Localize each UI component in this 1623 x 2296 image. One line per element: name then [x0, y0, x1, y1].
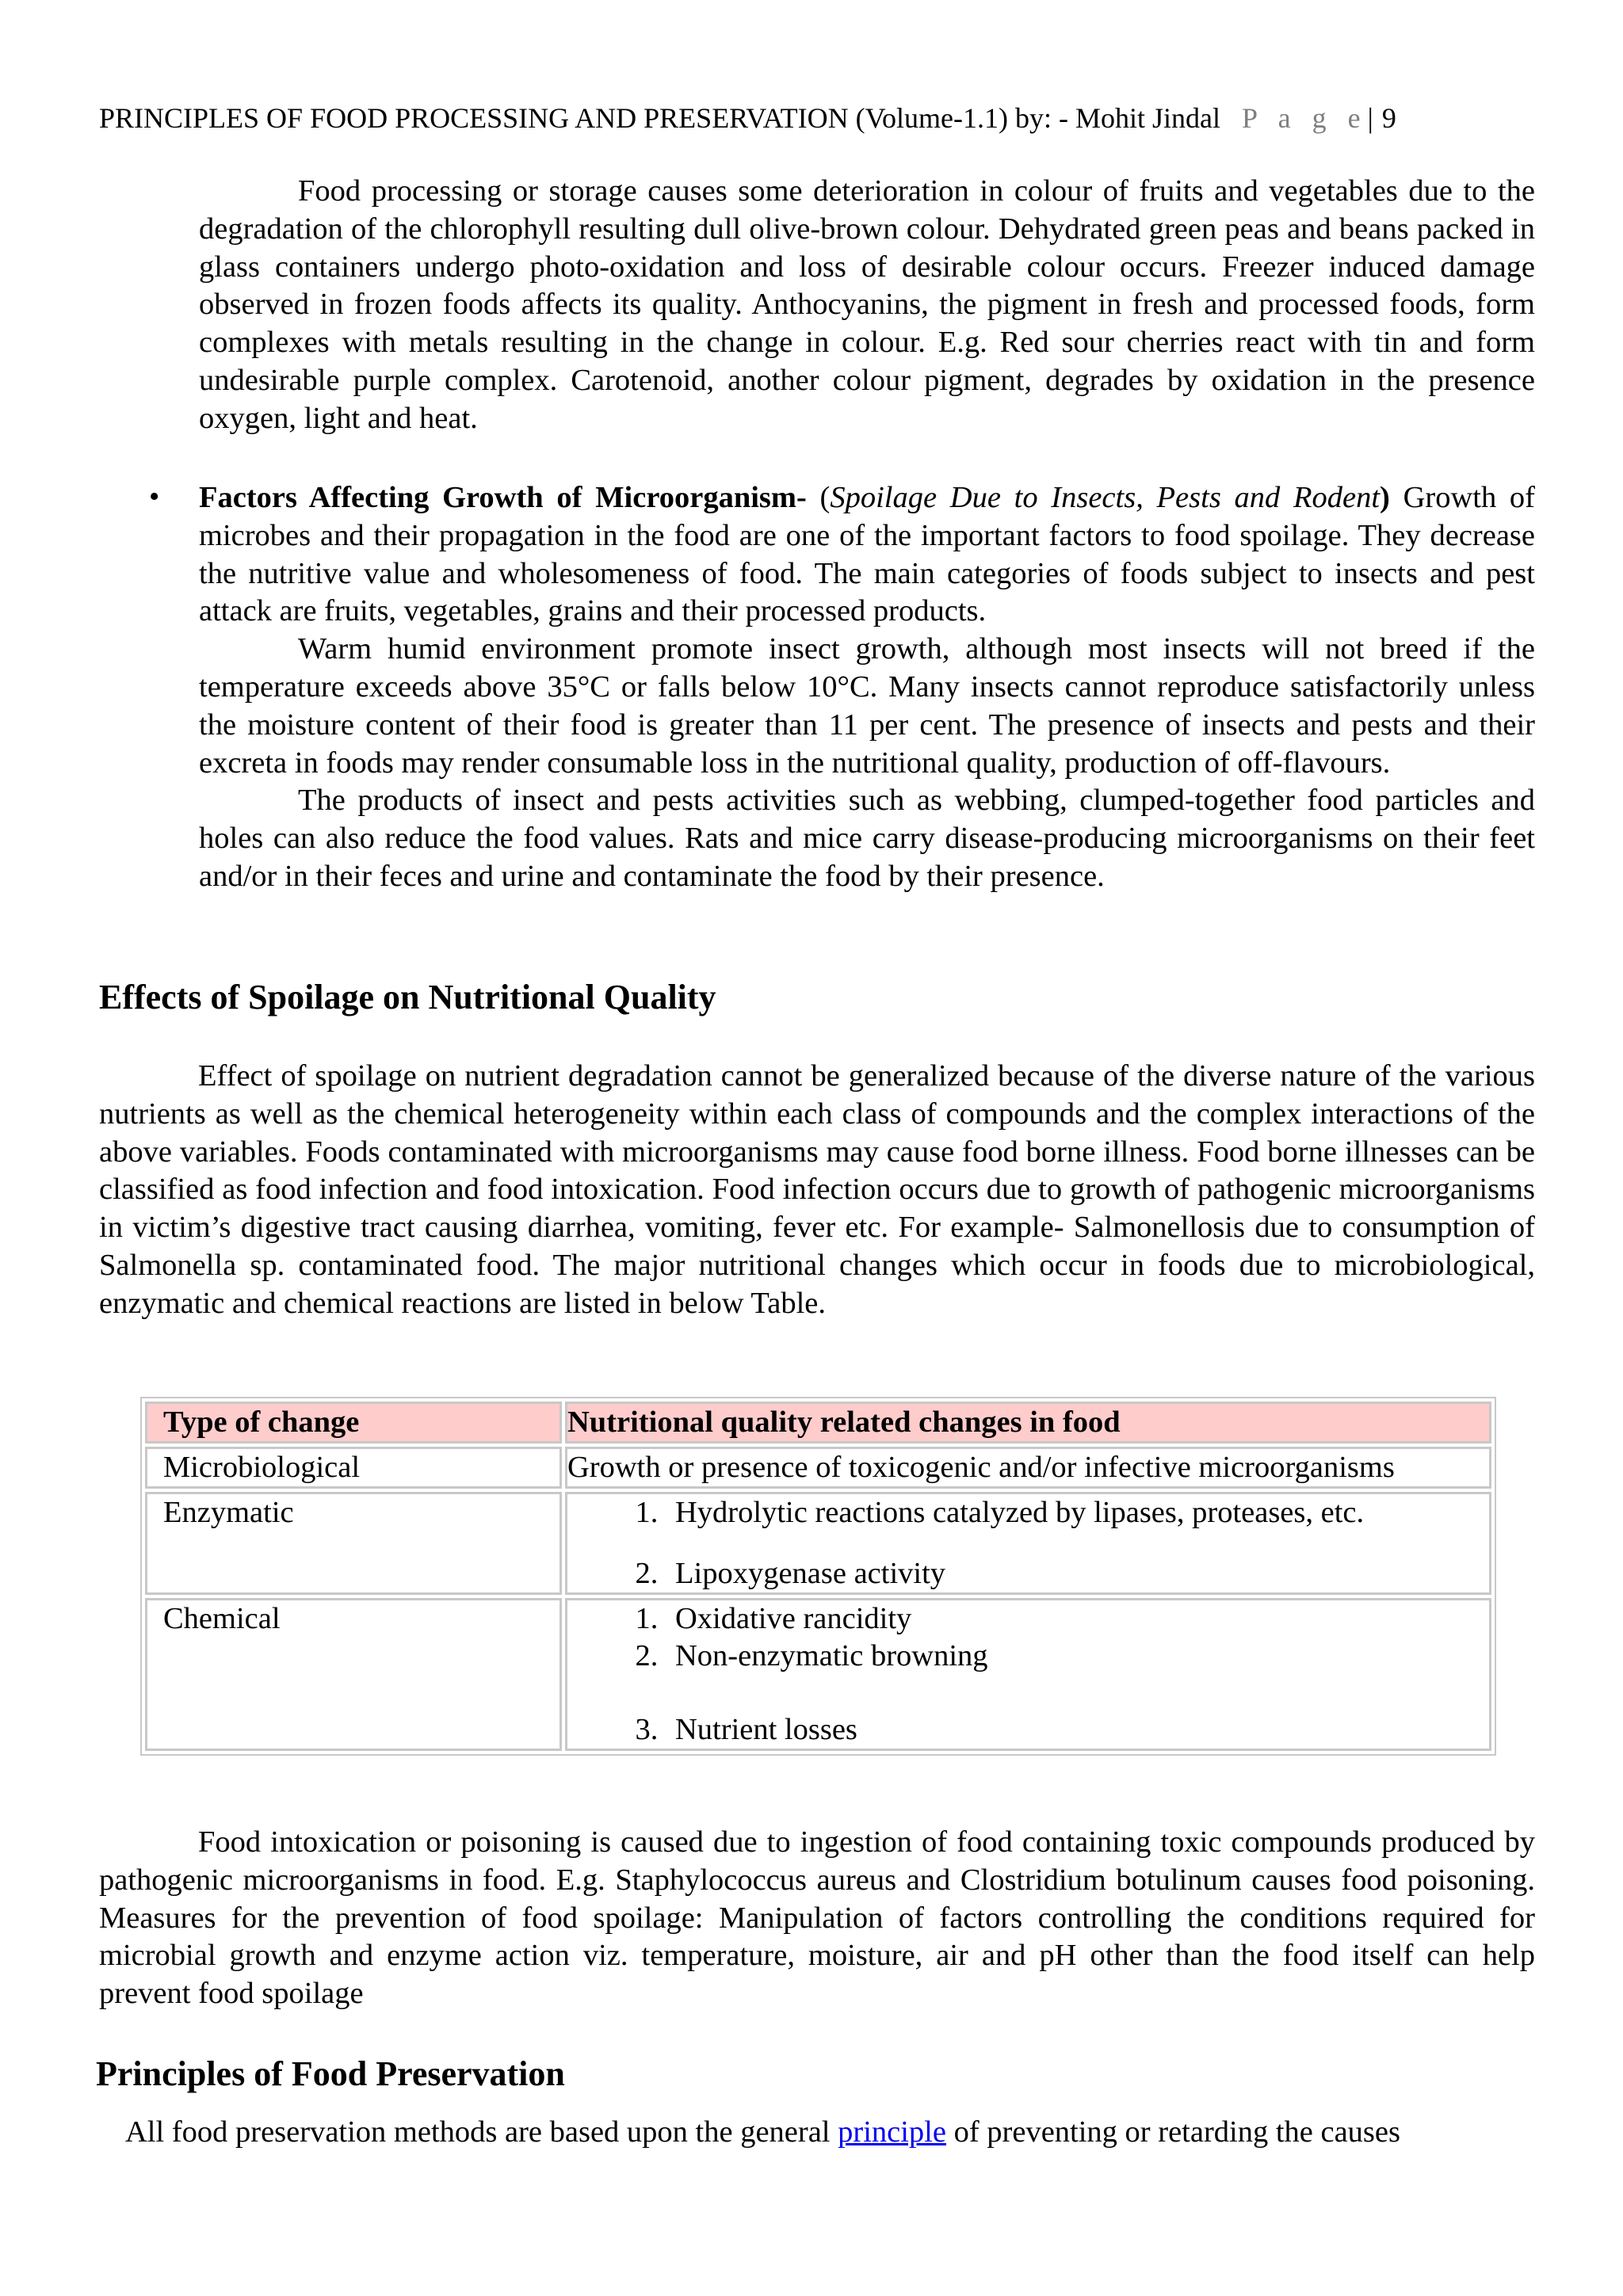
bullet-title: Factors Affecting Growth of Microorganism- — [199, 481, 807, 514]
list-item: 1. Oxidative rancidity — [666, 1600, 1473, 1638]
paragraph-preservation — [125, 2114, 1400, 2152]
preservation-text-start: All food preservation methods are based upon the general — [125, 2115, 838, 2149]
bullet-item-microorganism — [199, 479, 1535, 896]
header-title: PRINCIPLES OF FOOD PROCESSING AND PRESERVATION (Volume-1.1) by: - Mohit Jindal — [99, 102, 1220, 134]
table-cell-change: Growth or presence of toxicogenic and/or infective microorganisms — [565, 1447, 1491, 1489]
bullet-icon: • — [149, 480, 160, 513]
bullet-text: Growth of microbes and their propagation in the food are one of the important factors to food spoilage. They decrease the nutritive value and wholesomeness of food. The main categories of foods subject to insects and pest attack are fruits, vegetables, grains and their processed products. — [199, 481, 1535, 628]
list-item: 3. Nutrient losses — [666, 1711, 1473, 1749]
list-item: 1. Hydrolytic reactions catalyzed by lipases, proteases, etc. — [666, 1494, 1473, 1531]
table-cell-type: Enzymatic — [145, 1492, 562, 1595]
section-heading-spoilage-effects: Effects of Spoilage on Nutritional Quality — [99, 978, 716, 1016]
page-separator: | — [1367, 102, 1373, 134]
table-row — [145, 1447, 1491, 1489]
table-cell-change — [565, 1492, 1491, 1595]
principle-link[interactable]: principle — [838, 2115, 946, 2149]
bullet-paragraph — [199, 479, 1535, 631]
paren-close: ) — [1380, 481, 1390, 514]
table-header-changes: Nutritional quality related changes in food — [565, 1402, 1491, 1444]
paragraph-colour-deterioration: Food processing or storage causes some deterioration in colour of fruits and vegetables due to the degradation of the chlorophyll resulting dull olive-brown colour. Dehydrated green peas and beans packed in glass containers undergo photo-oxidation and loss of desirable colour occurs. Freezer induced damage observed in frozen foods affects its quality. Anthocyanins, the pigment in fresh and processed foods, form complexes with metals resulting in the change in colour. E.g. Red sour cherries react with tin and form undesirable purple complex. Carotenoid, another colour pigment, degrades by oxidation in the presence oxygen, light and heat. — [199, 174, 1535, 435]
preservation-text-end: of preventing or retarding the causes — [945, 2115, 1400, 2149]
table-header-type: Type of change — [145, 1402, 562, 1444]
table-cell-type: Chemical — [145, 1598, 562, 1751]
table-row — [145, 1492, 1491, 1595]
list-item: 2. Lipoxygenase activity — [666, 1555, 1473, 1592]
table-row — [145, 1598, 1491, 1751]
page-number: 9 — [1381, 102, 1396, 134]
paragraph-food-intoxication: Food intoxication or poisoning is caused due to ingestion of food containing toxic compounds produced by pathogenic microorganisms in food. E.g. Staphylococcus aureus and Clostridium botulinum causes food poisoning. Measures for the prevention of food spoilage: Manipulation of factors controlling the conditions required for microbial growth and enzyme action viz. temperature, moisture, air and pH other than the food itself can help prevent food spoilage — [99, 1825, 1535, 2011]
table-cell-change — [565, 1598, 1491, 1751]
page-header — [99, 100, 1396, 136]
table-header-row — [145, 1402, 1491, 1444]
list-item: 2. Non-enzymatic browning — [666, 1638, 1473, 1675]
paren-open: ( — [819, 481, 831, 514]
nutrition-change-table — [140, 1397, 1496, 1756]
page-label: P a g e — [1241, 102, 1368, 134]
table-cell-type: Microbiological — [145, 1447, 562, 1489]
paragraph-insect-products: The products of insect and pests activities such as webbing, clumped-together food particles and holes can also reduce the food values. Rats and mice carry disease-producing microorganisms on their feet and/or in their feces and urine and contaminate the food by their presence. — [199, 784, 1535, 893]
paragraph-insect-growth: Warm humid environment promote insect growth, although most insects will not breed if the temperature exceeds above 35°C or falls below 10°C. Many insects cannot reproduce satisfactorily unless the moisture content of their food is greater than 11 per cent. The presence of insects and pests and their excreta in foods may render consumable loss in the nutritional quality, production of off-flavours. — [199, 632, 1535, 780]
paragraph-spoilage-effects: Effect of spoilage on nutrient degradation cannot be generalized because of the diverse nature of the various nutrients as well as the chemical heterogeneity within each class of compounds and the complex interactions of the above variables. Foods contaminated with microorganisms may cause food borne illness. Food borne illnesses can be classified as food infection and food intoxication. Food infection occurs due to growth of pathogenic microorganisms in victim’s digestive tract causing diarrhea, vomiting, fever etc. For example- Salmonellosis due to consumption of Salmonella sp. contaminated food. The major nutritional changes which occur in foods due to microbiological, enzymatic and chemical reactions are listed in below Table. — [99, 1059, 1535, 1320]
bullet-subtitle: Spoilage Due to Insects, Pests and Rodent — [830, 481, 1381, 514]
section-heading-preservation: Principles of Food Preservation — [96, 2054, 565, 2093]
